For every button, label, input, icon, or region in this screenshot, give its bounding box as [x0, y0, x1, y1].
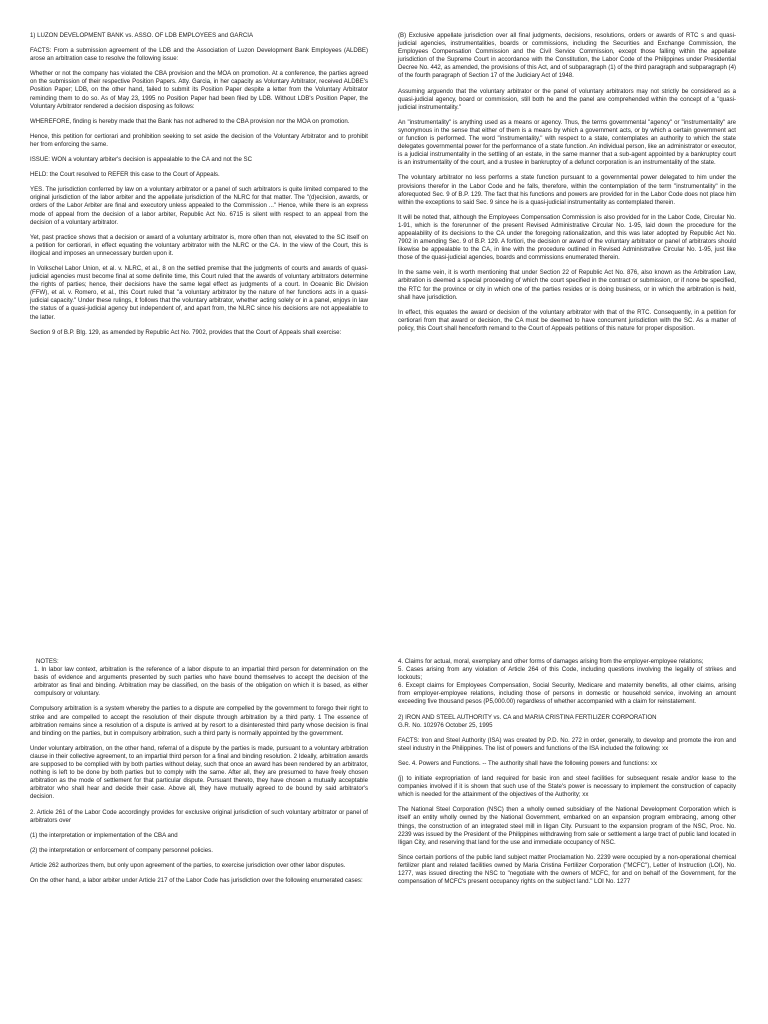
issue-line: ISSUE: WON a voluntary arbiter's decision is appealable to the CA and not the SC: [30, 156, 253, 164]
paragraph: On the other hand, a labor arbiter under Article 217 of the Labor Code has jurisdiction over the following enumerated cases:: [30, 876, 363, 884]
top-left-column: [30, 32, 368, 344]
paragraph: In the same vein, it is worth mentioning that under Section 22 of Republic Act No. 876, also known as the Arbitration Law, arbitration is deemed a special proceeding of which the court specified in the contract or submission, or if none be specified, the RTC for the province or city in which one of the parties resides or is doing business, or in which the arbitration is held, shall have jurisdiction.: [398, 269, 736, 301]
paragraph: 2. Article 261 of the Labor Code accordingly provides for exclusive original jurisdiction of such voluntary arbitrator or panel of arbitrators over: [30, 808, 368, 824]
paragraph: The voluntary arbitrator no less performs a state function pursuant to a governmental power delegated to him under the provisions therefor in the Labor Code and he falls, therefore, within the contemplation of the term "instrumentality" in the aforequoted Sec. 9 of B.P. 129. The fact that his functions and powers are provided for in the Labor Code does not place him within the exceptions to said Sec. 9 since he is a quasi-judicial instrumentality as contemplated therein.: [398, 174, 736, 206]
paragraph: (B) Exclusive appellate jurisdiction over all final judgments, decisions, resolutions, orders or awards of RTC s and quasi-judicial agencies, instrumentalities, boards or commissions, including the Securities and Exchange Commission, the Employees Compensation Commission and the Civil Service Commission, except those falling within the appellate jurisdiction of the Supreme Court in accordance with the Constitution, the Labor Code of the Philippines under Presidential Decree No. 442, as amended, the provisions of this Act, and of subparagraph (1) of the third paragraph and subparagraph (4) of the fourth paragraph of Section 17 of the Judiciary Act of 1948.: [398, 32, 736, 80]
paragraph: (j) to initiate expropriation of land required for basic iron and steel facilities for subsequent resale and/or lease to the companies involved if it is shown that such use of the State's power is necessary to implement the construction of capacity which is needed for the attainment of the objectives of the Authority; xx: [398, 775, 736, 799]
paragraph: 1. In labor law context, arbitration is the reference of a labor dispute to an impartial third person for determination on the basis of evidence and arguments presented by such parties who have bound themselves to accept the decision of the arbitrator as final and binding. Arbitration may be classified, on the basis of the obligation on which it is based, as either compulsory or voluntary.: [34, 666, 368, 698]
paragraph: YES. The jurisdiction conferred by law on a voluntary arbitrator or a panel of such arbitrators is quite limited compared to the original jurisdiction of the labor arbiter and the appellate jurisdiction of the NLRC for that matter. The "(d)ecision, awards, or orders of the Labor Arbiter are final and executory unless appealed to the Commission ..." Hence, while there is an express mode of appeal from the decision of a labor arbiter, Republic Act No. 6715 is silent with respect to an appeal from the decision of a voluntary arbitrator.: [30, 186, 368, 226]
paragraph: In Volkschel Labor Union, et al. v. NLRC, et al., 8 on the settled premise that the judgments of courts and awards of quasi-judicial agencies must become final at some definite time, this Court ruled that the awards of voluntary arbitrators determine the rights of parties; hence, their decisions have the same legal effect as judgments of a court. In Oceanic Bic Division (FFW), et al. v. Romero, et al., this Court ruled that "a voluntary arbitrator by the nature of her functions acts in a quasi-judicial capacity." Under these rulings, it follows that the voluntary arbitrator, whether acting solely or in a panel, enjoys in law the status of a quasi-judicial agency but independent of, and apart from, the NLRC since his decisions are not appealable to the latter.: [30, 264, 368, 321]
top-right-column: [398, 32, 736, 340]
paragraph: Under voluntary arbitration, on the other hand, referral of a dispute by the parties is made, pursuant to a voluntary arbitration clause in their collective agreement, to an impartial third person for a final and binding resolution. 2 Ideally, arbitration awards are supposed to be complied with by both parties without delay, such that once an award has been rendered by an arbitrator, nothing is left to be done by both parties but to comply with the same. After all, they are presumed to have freely chosen arbitration as the mode of settlement for that particular dispute. Pursuant thereto, they have chosen a mutually acceptable arbitrator who shall hear and decide their case. Above all, they have mutually agreed to de bound by said arbitrator's decision.: [30, 744, 368, 801]
paragraph: Hence, this petition for certiorari and prohibition seeking to set aside the decision of the Voluntary Arbitrator and to prohibit her from enforcing the same.: [30, 132, 368, 148]
paragraph: FACTS: Iron and Steel Authority (ISA) was created by P.D. No. 272 in order, generally, to develop and promote the iron and steel industry in the Philippines. The list of powers and functions of the ISA included the following: xx: [398, 736, 736, 752]
paragraph: Section 9 of B.P. Blg. 129, as amended by Republic Act No. 7902, provides that the Court of Appeals shall exercise:: [30, 328, 342, 336]
paragraph: Since certain portions of the public land subject matter Proclamation No. 2239 were occupied by a non-operational chemical fertilizer plant and related facilities owned by Maria Cristina Fertilizer Corporation ("MCFC"), Letter of Instruction (LOI), No. 1277, was issued directing the NSC to "negotiate with the owners of MCFC, for and on behalf of the Government, for the compensation of MCFC's present occupancy rights on the subject land." LOI No. 1277: [398, 853, 736, 886]
paragraph: (2) the interpretation or enforcement of company personnel policies.: [30, 846, 213, 854]
held-line: HELD: the Court resolved to REFER this case to the Court of Appeals.: [30, 171, 220, 179]
paragraph: 4. Claims for actual, moral, exemplary and other forms of damages arising from the employer-employee relations; 5. Cases arising from any violation of Article 264 of this Code, including questions involving the legality of strikes and lockouts; 6. Except claims for Employees Compensation, Social Security, Medicare and maternity benefits, all other claims, arising from employer-employee relations, including those of persons in domestic or household service, involving an amount exceeding five thousand pesos (P5,000.00) regardless of whether accompanied with a claim for reinstatement.: [398, 658, 736, 706]
paragraph: The National Steel Corporation (NSC) then a wholly owned subsidiary of the National Development Corporation which is itself an entity wholly owned by the National Government, embarked on an expansion program embracing, among other things, the construction of an integrated steel mill in Iligan City. Pursuant to the expansion program of the NSC, Proc. No. 2239 was issued by the President of the Philippines withdrawing from sale or settlement a large tract of public land located in Iligan City, and reserving that land for the use and immediate occupancy of NSC.: [398, 806, 736, 846]
paragraph: Assuming arguendo that the voluntary arbitrator or the panel of voluntary arbitrators may not strictly be considered as a quasi-judicial agency, board or commission, still both he and the panel are comprehended within the concept of a "quasi-judicial instrumentality.": [398, 87, 736, 111]
paragraph: (1) the interpretation or implementation of the CBA and: [30, 831, 178, 839]
paragraph: Whether or not the company has violated the CBA provision and the MOA on promotion. At a conference, the parties agreed on the submission of their respective Position Papers. Atty. Garcia, in her capacity as Voluntary Arbitrator, received ALDBE's Position Paper; LDB, on the other hand, failed to submit its Position Paper despite a letter from the Voluntary Arbitrator reminding them to do so. As of May 23, 1995 no Position Paper had been filed by LDB. Without LDB's Position Paper, the Voluntary Arbitrator rendered a decision disposing as follows:: [30, 70, 368, 110]
paragraph: Article 262 authorizes them, but only upon agreement of the parties, to exercise jurisdiction over other labor disputes.: [30, 861, 346, 869]
paragraph: It will be noted that, although the Employees Compensation Commission is also provided for in the Labor Code, Circular No. 1-91, which is the forerunner of the present Revised Administrative Circular No. 1-95, laid down the procedure for the appealability of its decisions to the CA under the foregoing rationalization, and this was later adopted by Republic Act No. 7902 in amending Sec. 9 of B.P. 129. A fortiori, the decision or award of the voluntary arbitrator or panel of arbitrators should likewise be appealable to the CA, in line with the procedure outlined in Revised Administrative Circular No. 1-95, just like those of the quasi-judicial agencies, boards and commissions enumerated therein.: [398, 213, 736, 262]
paragraph: FACTS: From a submission agreement of the LDB and the Association of Luzon Development Bank Employees (ALDBE) arose an arbitration case to resolve the following issue:: [30, 47, 368, 63]
bottom-right-column: [398, 658, 736, 893]
bottom-left-column: [30, 658, 368, 892]
paragraph: Sec. 4. Powers and Functions. -- The authority shall have the following powers and functions: xx: [398, 759, 658, 767]
case-title: 2) IRON AND STEEL AUTHORITY vs. CA and MARIA CRISTINA FERTILIZER CORPORATION G.R. No. 102976 October 25, 1995: [398, 713, 657, 729]
paragraph: WHEREFORE, finding is hereby made that the Bank has not adhered to the CBA provision nor the MOA on promotion.: [30, 117, 350, 125]
paragraph: An "instrumentality" is anything used as a means or agency. Thus, the terms governmental "agency" or "instrumentality" are synonymous in the sense that either of them is a means by which a government acts, or by which a certain government act or function is performed. The word "instrumentality," with respect to a state, contemplates an authority to which the state delegates governmental power for the performance of a state function. An individual person, like an administrator or executor, is a judicial instrumentality in the settling of an estate, in the same manner that a sub-agent appointed by a bankruptcy court is an instrumentality of the court, and a trustee in bankruptcy of a defunct corporation is an instrumentality of the state.: [398, 118, 736, 167]
paragraph: Compulsory arbitration is a system whereby the parties to a dispute are compelled by the government to forego their right to strike and are compelled to accept the resolution of their dispute through arbitration by a third party. 1 The essence of arbitration remains since a resolution of a dispute is arrived at by resort to a disinterested third party whose decision is final and binding on the parties, but in compulsory arbitration, such a third party is normally appointed by the government.: [30, 705, 368, 737]
notes-label: NOTES:: [36, 658, 59, 665]
case-title: 1) LUZON DEVELOPMENT BANK vs. ASSO. OF LDB EMPLOYEES and GARCIA: [30, 32, 254, 39]
paragraph: In effect, this equates the award or decision of the voluntary arbitrator with that of the RTC. Consequently, in a petition for certiorari from that award or decision, the CA must be deemed to have concurrent jurisdiction with the SC. As a matter of policy, this Court shall henceforth remand to the Court of Appeals petitions of this nature for proper disposition.: [398, 308, 736, 332]
paragraph: Yet, past practice shows that a decision or award of a voluntary arbitrator is, more often than not, elevated to the SC itself on a petition for certiorari, in effect equating the voluntary arbitrator with the NLRC or the CA. In the view of the Court, this is illogical and imposes an unnecessary burden upon it.: [30, 233, 368, 257]
